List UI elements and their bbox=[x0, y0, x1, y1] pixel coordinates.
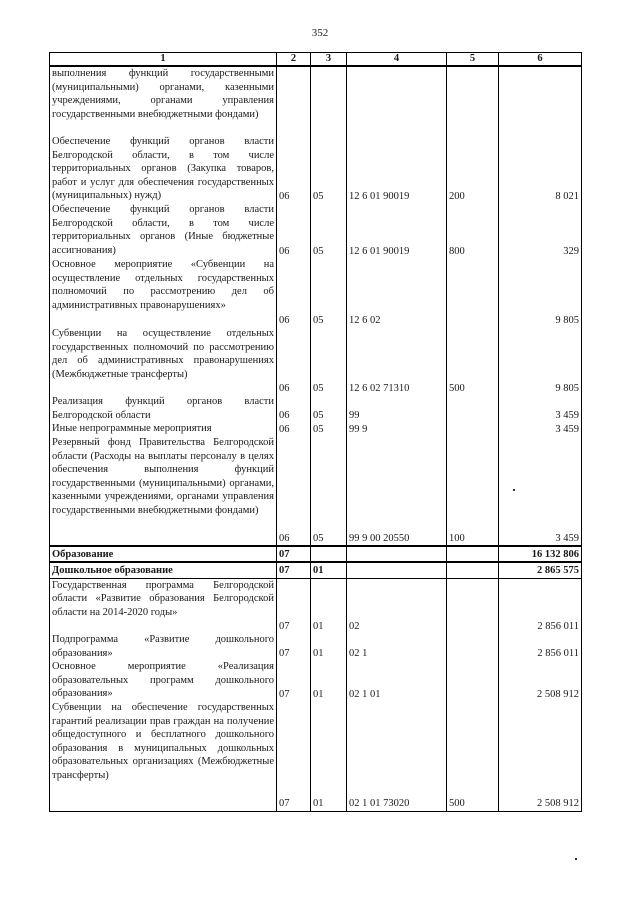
table-row bbox=[50, 327, 582, 395]
table-row bbox=[50, 203, 582, 258]
cell-target-article: 99 bbox=[347, 395, 447, 422]
cell-expense-type: 500 bbox=[447, 327, 499, 395]
cell-section: 07 bbox=[277, 633, 311, 660]
row-name: выполнения функций государственными (муниципальными) органами, казенными учреждениями, органами управления государственными внебюджетными фондами) bbox=[50, 66, 277, 135]
cell-expense-type bbox=[447, 562, 499, 578]
column-header: 1 bbox=[50, 53, 277, 67]
table-row bbox=[50, 660, 582, 701]
column-header: 2 bbox=[277, 53, 311, 67]
column-header: 5 bbox=[447, 53, 499, 67]
cell-section: 06 bbox=[277, 203, 311, 258]
cell-amount: 8 021 bbox=[499, 135, 582, 203]
row-name: Основное мероприятие «Субвенции на осуществление отдельных государственных полномочий по рассмотрению дел об административных правонарушениях» bbox=[50, 258, 277, 327]
row-name: Подпрограмма «Развитие дошкольного образования» bbox=[50, 633, 277, 660]
cell-subsection: 05 bbox=[311, 436, 347, 546]
cell-section bbox=[277, 66, 311, 135]
cell-subsection: 01 bbox=[311, 633, 347, 660]
row-name: Иные непрограммные мероприятия bbox=[50, 422, 277, 436]
column-header: 6 bbox=[499, 53, 582, 67]
cell-section: 07 bbox=[277, 562, 311, 578]
row-name: Субвенции на осуществление отдельных государственных полномочий по рассмотрению дел об административных правонарушениях (Межбюджетные трансферты) bbox=[50, 327, 277, 395]
cell-expense-type: 200 bbox=[447, 135, 499, 203]
row-name: Дошкольное образование bbox=[50, 562, 277, 578]
table-row bbox=[50, 422, 582, 436]
table-row bbox=[50, 633, 582, 660]
cell-expense-type: 800 bbox=[447, 203, 499, 258]
cell-amount: 3 459 bbox=[499, 436, 582, 546]
row-name: Государственная программа Белгородской области «Развитие образования Белгородской области на 2014-2020 годы» bbox=[50, 578, 277, 633]
cell-target-article: 12 6 01 90019 bbox=[347, 203, 447, 258]
cell-expense-type bbox=[447, 395, 499, 422]
cell-section: 07 bbox=[277, 546, 311, 562]
table-row bbox=[50, 395, 582, 422]
budget-table bbox=[49, 52, 582, 812]
cell-subsection: 05 bbox=[311, 203, 347, 258]
cell-target-article bbox=[347, 66, 447, 135]
cell-target-article: 02 bbox=[347, 578, 447, 633]
cell-subsection: 01 bbox=[311, 562, 347, 578]
page-number: 352 bbox=[311, 27, 329, 39]
row-name: Обеспечение функций органов власти Белгородской области, в том числе территориальных органов (Закупка товаров, работ и услуг для обеспечения государственных (муниципальных) нужд) bbox=[50, 135, 277, 203]
cell-target-article: 02 1 bbox=[347, 633, 447, 660]
row-name: Реализация функций органов власти Белгородской области bbox=[50, 395, 277, 422]
row-name: Субвенции на обеспечение государственных гарантий реализации прав граждан на получение общедоступного и бесплатного дошкольного образования в муниципальных дошкольных образовательных организациях (Межбюджетные трансферты) bbox=[50, 701, 277, 811]
cell-target-article: 12 6 02 71310 bbox=[347, 327, 447, 395]
row-name: Резервный фонд Правительства Белгородской области (Расходы на выплаты персоналу в целях обеспечения выполнения функций государственными (муниципальными) органами, казенными учреждениями, органами управления государственными внебюджетными фондами) bbox=[50, 436, 277, 546]
column-header: 3 bbox=[311, 53, 347, 67]
cell-target-article: 99 9 00 20550 bbox=[347, 436, 447, 546]
cell-target-article: 12 6 02 bbox=[347, 258, 447, 327]
table-row bbox=[50, 66, 582, 135]
cell-subsection: 05 bbox=[311, 135, 347, 203]
cell-amount bbox=[499, 66, 582, 135]
cell-amount: 9 805 bbox=[499, 258, 582, 327]
row-name: Обеспечение функций органов власти Белгородской области, в том числе территориальных органов (Иные бюджетные ассигнования) bbox=[50, 203, 277, 258]
table-row bbox=[50, 578, 582, 633]
cell-subsection: 05 bbox=[311, 395, 347, 422]
cell-amount: 9 805 bbox=[499, 327, 582, 395]
cell-amount: 3 459 bbox=[499, 422, 582, 436]
cell-expense-type bbox=[447, 660, 499, 701]
cell-section: 06 bbox=[277, 327, 311, 395]
cell-expense-type: 500 bbox=[447, 701, 499, 811]
cell-target-article: 12 6 01 90019 bbox=[347, 135, 447, 203]
cell-amount: 2 856 011 bbox=[499, 578, 582, 633]
column-header: 4 bbox=[347, 53, 447, 67]
table-row-section bbox=[50, 562, 582, 578]
cell-target-article: 02 1 01 73020 bbox=[347, 701, 447, 811]
table-row-section bbox=[50, 546, 582, 562]
table-header-row bbox=[50, 53, 582, 67]
table-row bbox=[50, 436, 582, 546]
table-row bbox=[50, 258, 582, 327]
table-row bbox=[50, 135, 582, 203]
cell-expense-type bbox=[447, 422, 499, 436]
cell-subsection: 05 bbox=[311, 327, 347, 395]
cell-amount: 329 bbox=[499, 203, 582, 258]
cell-subsection: 05 bbox=[311, 258, 347, 327]
cell-subsection: 01 bbox=[311, 701, 347, 811]
cell-amount: 2 508 912 bbox=[499, 701, 582, 811]
cell-section: 07 bbox=[277, 660, 311, 701]
table-row bbox=[50, 701, 582, 811]
cell-target-article: 99 9 bbox=[347, 422, 447, 436]
cell-amount: 3 459 bbox=[499, 395, 582, 422]
cell-section: 07 bbox=[277, 578, 311, 633]
cell-subsection bbox=[311, 546, 347, 562]
cell-subsection: 05 bbox=[311, 422, 347, 436]
cell-section: 06 bbox=[277, 258, 311, 327]
cell-section: 06 bbox=[277, 395, 311, 422]
cell-subsection bbox=[311, 66, 347, 135]
row-name: Основное мероприятие «Реализация образовательных программ дошкольного образования» bbox=[50, 660, 277, 701]
scan-speck bbox=[513, 489, 515, 491]
cell-section: 06 bbox=[277, 436, 311, 546]
cell-amount: 2 856 011 bbox=[499, 633, 582, 660]
cell-amount: 16 132 806 bbox=[499, 546, 582, 562]
scan-speck bbox=[575, 858, 577, 860]
cell-expense-type bbox=[447, 546, 499, 562]
cell-expense-type bbox=[447, 633, 499, 660]
cell-expense-type bbox=[447, 66, 499, 135]
cell-expense-type bbox=[447, 578, 499, 633]
cell-amount: 2 508 912 bbox=[499, 660, 582, 701]
cell-target-article: 02 1 01 bbox=[347, 660, 447, 701]
cell-subsection: 01 bbox=[311, 660, 347, 701]
cell-section: 06 bbox=[277, 135, 311, 203]
cell-expense-type: 100 bbox=[447, 436, 499, 546]
row-name: Образование bbox=[50, 546, 277, 562]
cell-target-article bbox=[347, 562, 447, 578]
cell-expense-type bbox=[447, 258, 499, 327]
cell-amount: 2 865 575 bbox=[499, 562, 582, 578]
cell-section: 06 bbox=[277, 422, 311, 436]
cell-subsection: 01 bbox=[311, 578, 347, 633]
cell-target-article bbox=[347, 546, 447, 562]
cell-section: 07 bbox=[277, 701, 311, 811]
